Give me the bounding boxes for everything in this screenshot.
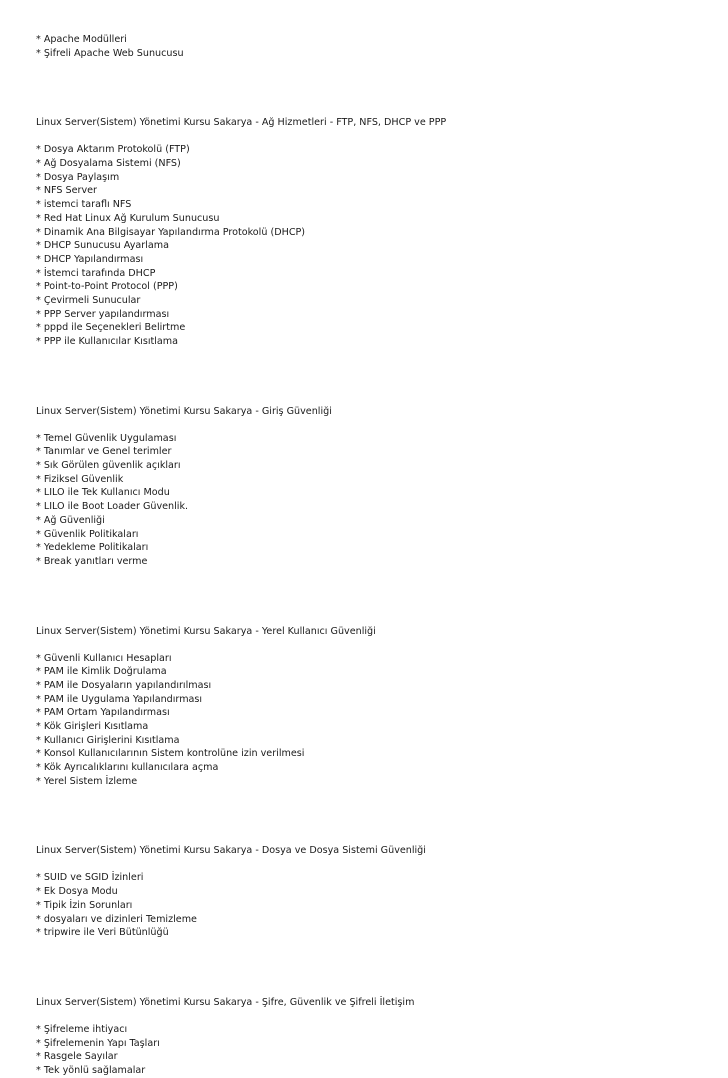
list-item: * LILO ile Tek Kullanıcı Modu [36,487,170,499]
list-item: * SUID ve SGID İzinleri [36,872,144,884]
section-spacer [36,940,696,996]
section-heading: Linux Server(Sistem) Yönetimi Kursu Sakarya - Ağ Hizmetleri - FTP, NFS, DHCP ve PPP [36,117,447,129]
list-item: * Kök Girişleri Kısıtlama [36,721,149,732]
list-item: * PAM Ortam Yapılandırması [36,707,170,719]
list-item: * tripwire ile Veri Bütünlüğü [36,927,169,939]
section-spacer [36,60,696,116]
section-spacer [36,788,696,844]
list-item: * Ek Dosya Modu [36,886,118,898]
list-item: * İstemci tarafında DHCP [36,267,156,279]
list-item: * Şifrelemenin Yapı Taşları [36,1037,160,1049]
section-spacer [36,349,696,405]
list-item: * Yerel Sistem İzleme [36,775,138,787]
section-heading: Linux Server(Sistem) Yönetimi Kursu Sakarya - Giriş Güvenliği [36,405,332,417]
list-item: * PAM ile Kimlik Doğrulama [36,666,167,678]
section-file-system-security [36,844,696,939]
section-spacer [36,569,696,625]
list-item: * Tek yönlü sağlamalar [36,1064,146,1076]
list-item: * Çevirmeli Sunucular [36,294,141,306]
list-item: * Dosya Paylaşım [36,171,120,183]
section-network-services [36,116,696,348]
section-login-security [36,405,696,569]
list-item: * PAM ile Uygulama Yapılandırması [36,693,203,705]
section-heading: Linux Server(Sistem) Yönetimi Kursu Sakarya - Dosya ve Dosya Sistemi Güvenliği [36,845,426,857]
list-item: * Rasgele Sayılar [36,1051,118,1063]
list-item: * Kullanıcı Girişlerini Kısıtlama [36,734,180,746]
list-item: * Kök Ayrıcalıklarını kullanıcılara açma [36,762,219,774]
list-item: * Dosya Aktarım Protokolü (FTP) [36,144,190,156]
list-item: * LILO ile Boot Loader Güvenlik. [36,501,189,513]
list-item: * DHCP Yapılandırması [36,253,144,265]
list-item: * Sık Görülen güvenlik açıkları [36,460,181,472]
section-heading: Linux Server(Sistem) Yönetimi Kursu Sakarya - Yerel Kullanıcı Güvenliği [36,625,376,637]
list-item: * Point-to-Point Protocol (PPP) [36,281,178,293]
list-item: * Konsol Kullanıcılarının Sistem kontrolüne izin verilmesi [36,748,305,760]
list-item: * Dinamik Ana Bilgisayar Yapılandırma Protokolü (DHCP) [36,226,306,238]
list-item: * Yedekleme Politikaları [36,542,149,554]
list-item: * Güvenli Kullanıcı Hesapları [36,652,172,664]
list-item: * PAM ile Dosyaların yapılandırılması [36,679,212,691]
list-item: * PPP Server yapılandırması [36,308,170,320]
list-item: * Break yanıtları verme [36,555,148,567]
list-item: * pppd ile Seçenekleri Belirtme [36,322,186,334]
list-item: * Red Hat Linux Ağ Kurulum Sunucusu [36,212,220,224]
list-item: * Temel Güvenlik Uygulaması [36,432,177,444]
section-heading: Linux Server(Sistem) Yönetimi Kursu Sakarya - Şifre, Güvenlik ve Şifreli İletişim [36,996,415,1008]
list-item: * PPP ile Kullanıcılar Kısıtlama [36,336,179,347]
list-item: * Tanımlar ve Genel terimler [36,446,172,458]
list-item: * istemci taraflı NFS [36,199,132,211]
list-item: * Apache Modülleri [36,34,127,45]
list-item: * Tipik İzin Sorunları [36,899,133,911]
list-item: * dosyaları ve dizinleri Temizleme [36,913,197,925]
list-item: * Ağ Güvenliği [36,514,105,526]
list-item: * Ağ Dosyalama Sistemi (NFS) [36,158,181,170]
list-item: * Şifreli Apache Web Sunucusu [36,47,184,59]
list-item: * DHCP Sunucusu Ayarlama [36,240,169,252]
list-item: * Güvenlik Politikaları [36,528,139,540]
section-encryption [36,996,696,1078]
list-item: * NFS Server [36,185,97,197]
section-local-user-security [36,625,696,789]
document-page [36,33,696,1078]
list-item: * Şifreleme ihtiyacı [36,1023,128,1035]
list-item: * Fiziksel Güvenlik [36,473,124,485]
section-apache [36,33,696,60]
